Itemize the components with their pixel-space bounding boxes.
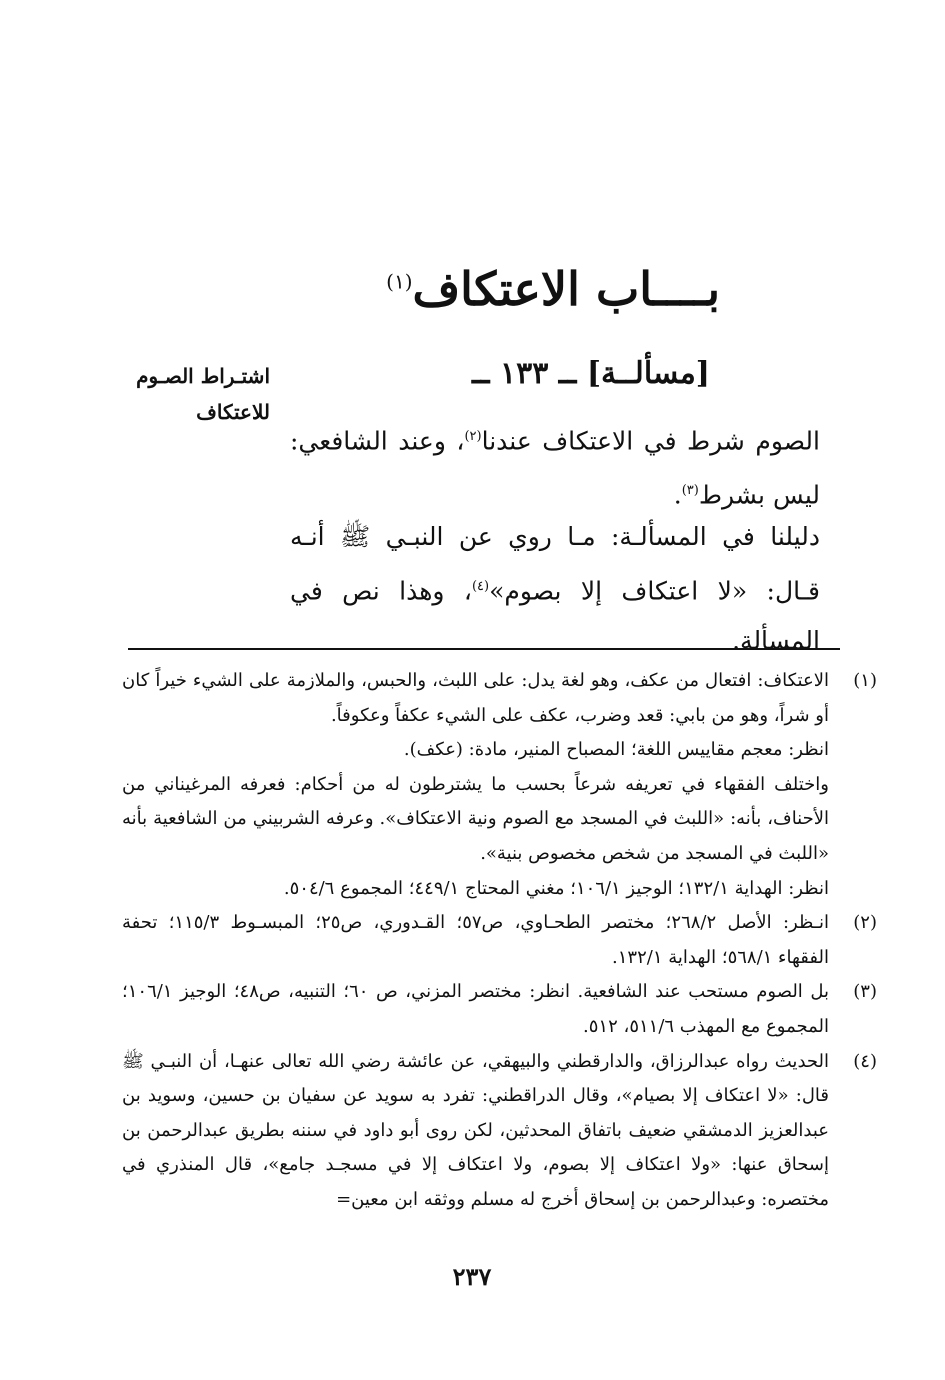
footnote-body — [122, 1045, 829, 1218]
footnote-body — [122, 906, 829, 975]
footnote-text: انظر: الهداية ١٣٢/١؛ الوجيز ١٠٦/١؛ مغني المحتاج ٤٤٩/١؛ المجموع ٥٠٤/٦. — [283, 877, 829, 899]
footnote-text: بل الصوم مستحب عند الشافعية. انظر: مختصر المزني، ص ٦٠؛ التنبيه، ص٤٨؛ الوجيز ١٠٦/١؛ المجموع مع المهذب ٥١١/٦، ٥١٢. — [122, 981, 829, 1037]
footnote — [122, 664, 877, 906]
footnote-body — [122, 664, 829, 906]
footnote-body — [122, 975, 829, 1044]
margin-note — [110, 358, 270, 430]
chapter-title — [360, 262, 720, 316]
footnote-text: انـظر: الأصل ٢٦٨/٢؛ مختصر الطحـاوي، ص٥٧؛ القـدوري، ص٢٥؛ المبسـوط ١١٥/٣؛ تحفة الفقهاء ٥٦٨/١؛ الهداية ١٣٢/١. — [122, 912, 830, 968]
footnote-ref: (٣) — [681, 483, 699, 499]
margin-note-line: اشتـراط الصـوم — [136, 364, 270, 388]
issue-heading: [مسألــة] ــ ١٣٣ ــ — [471, 356, 710, 391]
footnote-text: انظر: معجم مقاييس اللغة؛ المصباح المنير، مادة: (عكف). — [403, 739, 829, 761]
footnote-divider — [128, 648, 840, 650]
footnote-ref: (٢) — [464, 429, 482, 444]
footnote-number: (٣) — [853, 981, 877, 1003]
footnote-number: (١) — [853, 670, 877, 691]
body-paragraph — [290, 512, 820, 666]
chapter-title-footnote-ref: (١) — [386, 269, 413, 294]
paragraph-text: ، وهذا نص في المسألة. — [290, 576, 820, 656]
chapter-title-text: بــــاب الاعتكاف — [412, 262, 720, 316]
footnote-text: واختلف الفقهاء في تعريفه شرعاً بحسب ما يشترطون له من أحكام: فعرفه المرغيناني من الأحناف، بأنه: «اللبث في المسجد مع الصوم ونية الاعتكاف». وعرفه الشربيني من الشافعية بأنه «اللبث في المسجد من شخص مخصوص بنية». — [122, 773, 829, 864]
footnote-text: الحديث رواه عبدالرزاق، والدارقطني والبيهقي، عن عائشة رضي الله تعالى عنهـا، أن النبـي ﷺ قال: «لا اعتكاف إلا بصيام»، وقال الدراقطني: تفرد به سويد عن سفيان بن حسين، وسويد بن عبدالعزيز الدمشقي ضعيف باتفاق المحدثين، لكن روى أبو داود في سننه بطريق عبدالرحمن بن إسحاق عنها: «ولا اعتكاف إلا بصوم، ولا اعتكاف إلا في مسجـد جامع»، قال المنذري في مختصره: وعبدالرحمن بن إسحاق أخرج له مسلم ووثقه ابن معين= — [122, 1050, 829, 1210]
paragraph-text: ، وعند الشافعي: ليس بشرط — [290, 426, 820, 510]
footnote-number: (٢) — [853, 912, 877, 934]
paragraph-text: الصوم شرط في الاعتكاف عندنا — [481, 426, 820, 456]
footnote — [122, 1045, 877, 1218]
footnote — [122, 975, 877, 1044]
page-number: ٢٣٧ — [452, 1262, 492, 1291]
paragraph-text: . — [673, 480, 682, 510]
footnote-text: الاعتكاف: افتعال من عكف، وهو لغة يدل: على اللبث، والحبس، والملازمة على الشيء خيراً كان أو شراً، وهو من بابي: قعد وضرب، عكف على الشيء عكفاً وعكوفاً. — [122, 670, 829, 726]
body-paragraph — [290, 412, 820, 521]
footnotes-section — [122, 664, 877, 1218]
footnote — [122, 906, 877, 975]
footnote-number: (٤) — [853, 1050, 877, 1072]
footnote-ref: (٤) — [471, 579, 490, 594]
margin-note-line: للاعتكاف — [196, 400, 270, 424]
paragraph-text: دليلنا في المسألـة: مـا روي عن النبـي ﷺ أنـه قـال: «لا اعتكاف إلا بصوم» — [290, 522, 820, 606]
